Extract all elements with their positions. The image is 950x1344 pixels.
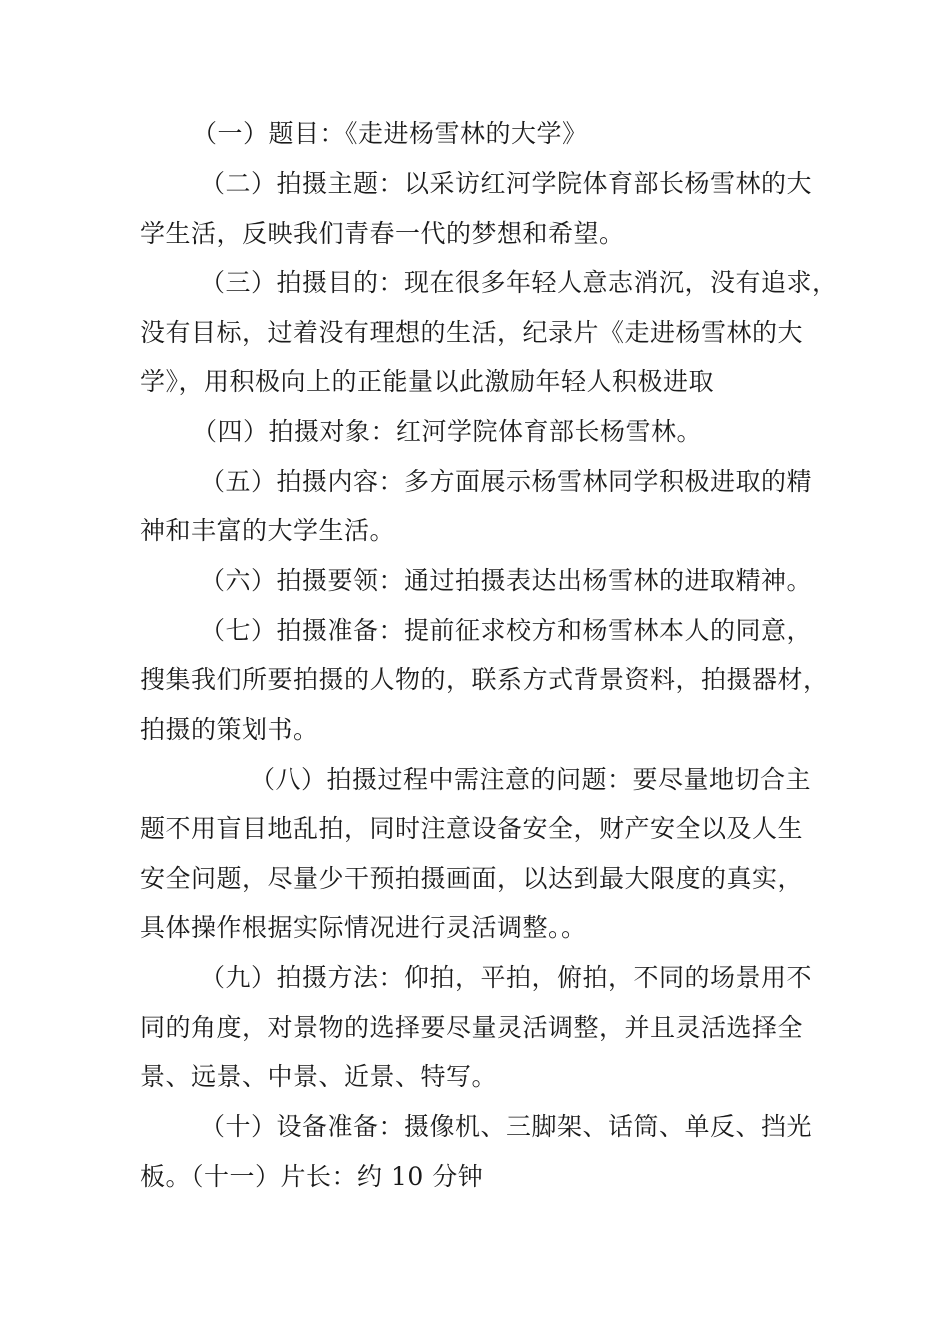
section-10-line-2: 板。（十一）片长：约 10 分钟 — [140, 1162, 484, 1191]
section-7-line-3: 拍摄的策划书。 — [140, 715, 319, 744]
section-4-line-1: （四）拍摄对象：红河学院体育部长杨雪林。 — [192, 417, 703, 446]
section-2-line-1: （二）拍摄主题：以采访红河学院体育部长杨雪林的大 — [200, 169, 813, 198]
section-7-line-2: 搜集我们所要拍摄的人物的，联系方式背景资料，拍摄器材， — [140, 665, 829, 694]
section-2-line-2: 学生活，反映我们青春一代的梦想和希望。 — [140, 219, 625, 248]
section-3-line-1: （三）拍摄目的：现在很多年轻人意志消沉，没有追求， — [200, 268, 838, 297]
section-9-line-2: 同的角度，对景物的选择要尽量灵活调整，并且灵活选择全 — [140, 1013, 804, 1042]
section-3-line-2: 没有目标，过着没有理想的生活，纪录片《走进杨雪林的大 — [140, 318, 804, 347]
section-1-title-line: （一）题目：《走进杨雪林的大学》 — [192, 119, 588, 148]
section-3-line-3: 学》，用积极向上的正能量以此激励年轻人积极进取 — [140, 367, 715, 396]
section-8-line-2: 题不用盲目地乱拍，同时注意设备安全，财产安全以及人生 — [140, 814, 804, 843]
section-5-line-1: （五）拍摄内容：多方面展示杨雪林同学积极进取的精 — [200, 467, 813, 496]
section-10-line-1: （十）设备准备：摄像机、三脚架、话筒、单反、挡光 — [200, 1112, 813, 1141]
section-9-line-1: （九）拍摄方法：仰拍，平拍，俯拍，不同的场景用不 — [200, 963, 813, 992]
section-8-line-1: （八）拍摄过程中需注意的问题：要尽量地切合主 — [250, 765, 812, 794]
section-9-line-3: 景、远景、中景、近景、特写。 — [140, 1062, 498, 1091]
section-8-line-4: 具体操作根据实际情况进行灵活调整。。 — [140, 913, 587, 942]
section-5-line-2: 神和丰富的大学生活。 — [140, 516, 396, 545]
section-6-line-1: （六）拍摄要领：通过拍摄表达出杨雪林的进取精神。 — [200, 566, 813, 595]
section-8-line-3: 安全问题，尽量少干预拍摄画面，以达到最大限度的真实， — [140, 864, 804, 893]
section-7-line-1: （七）拍摄准备：提前征求校方和杨雪林本人的同意， — [200, 616, 813, 645]
